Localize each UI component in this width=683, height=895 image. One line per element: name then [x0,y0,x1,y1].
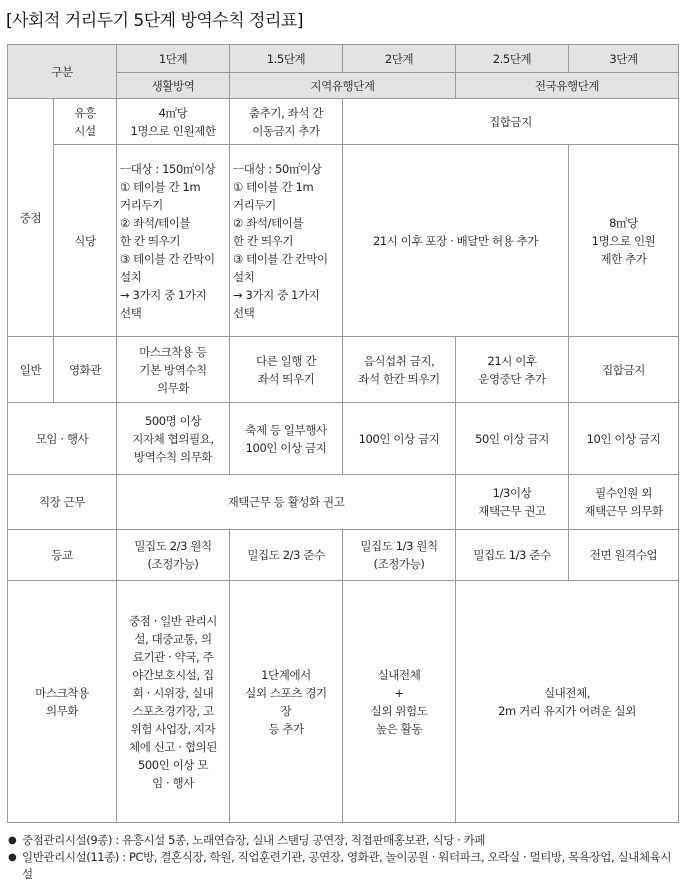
school-level-1-5: 밀집도 2/3 준수 [230,530,343,581]
cinema-level-2-5: 21시 이후 운영중단 추가 [456,337,569,403]
cinema-level-1-5: 다른 일행 간 좌석 띄우기 [230,337,343,403]
row-label-entertainment: 유흥 시설 [54,99,117,145]
row-label-work: 직장 근무 [8,475,117,530]
gathering-level-3: 10인 이상 금지 [569,403,679,475]
table-row [8,530,679,581]
footnote-text: : 유흥시설 5종, 노래연습장, 실내 스탠딩 공연장, 직접판매홍보관, 식당 · 카페 [112,833,486,847]
page-title: [사회적 거리두기 5단계 방역수칙 정리표] [6,11,303,31]
gathering-level-1: 500명 이상 지자체 협의필요, 방역수칙 의무화 [117,403,230,475]
work-level-2-5: 1/3이상 재택근무 권고 [456,475,569,530]
header-category: 구분 [8,45,117,99]
header-level-1: 1단계 [117,45,230,73]
row-label-gathering: 모임 · 행사 [8,403,117,475]
table-row [8,337,679,403]
work-level-3: 필수인원 외 재택근무 의무화 [569,475,679,530]
footnote-text: : PC방, 결혼식장, 학원, 직업훈련기관, 공연장, 영화관, 놀이공원 · 워터파크, 오락실 · 멀티방, 목욕장업, 실내체육시설 [22,850,672,881]
group-label-jungjeom: 중점 [8,99,54,337]
entertainment-level-1: 4㎡당 1명으로 인원제한 [117,99,230,145]
footnotes [8,832,676,883]
gathering-level-2: 100인 이상 금지 [343,403,456,475]
cinema-level-2: 음식섭취 금지, 좌석 한칸 띄우기 [343,337,456,403]
bullet-icon: ● [8,835,17,846]
footnote-item [8,849,676,883]
mask-level-1-5: 1단계에서 실외 스포츠 경기 장 등 추가 [230,581,343,823]
gathering-level-2-5: 50인 이상 금지 [456,403,569,475]
footnote-label: 중점관리시설(9종) [22,833,113,847]
header-level-1-5: 1.5단계 [230,45,343,73]
group-label-ilban: 일반 [8,337,54,403]
bullet-icon: ● [8,852,17,863]
row-label-restaurant: 식당 [54,145,117,337]
school-level-3: 전면 원격수업 [569,530,679,581]
restaurant-level-3: 8㎡당 1명으로 인원 제한 추가 [569,145,679,337]
header-level-3: 3단계 [569,45,679,73]
work-level-1-2: 재택근무 등 활성화 권고 [117,475,456,530]
phase-regional: 지역유행단계 [230,73,456,99]
table-row [8,403,679,475]
row-label-school: 등교 [8,530,117,581]
phase-nationwide: 전국유행단계 [456,73,679,99]
restaurant-level-1: ㅡ대상 : 150㎡이상 ① 테이블 간 1m 거리두기 ② 좌석/테이블 한 칸 띄우기 ③ 테이블 간 칸막이 설치 → 3가지 중 1가지 선택 [117,145,230,337]
row-label-cinema: 영화관 [54,337,117,403]
table-row [8,145,679,337]
footnote-item [8,832,676,849]
entertainment-level-2-3: 집합금지 [343,99,679,145]
school-level-2-5: 밀집도 1/3 준수 [456,530,569,581]
school-level-1: 밀집도 2/3 원칙 (조정가능) [117,530,230,581]
header-level-2: 2단계 [343,45,456,73]
footnote-label: 일반관리시설(11종) [22,850,119,864]
gathering-level-1-5: 축제 등 일부행사 100인 이상 금지 [230,403,343,475]
phase-daily-prevention: 생활방역 [117,73,230,99]
school-level-2: 밀집도 1/3 원칙 (조정가능) [343,530,456,581]
table-row [8,581,679,823]
header-level-2-5: 2.5단계 [456,45,569,73]
cinema-level-3: 집합금지 [569,337,679,403]
distancing-rules-table [7,44,679,823]
table-row [8,99,679,145]
cinema-level-1: 마스크착용 등 기본 방역수칙 의무화 [117,337,230,403]
restaurant-level-1-5: ㅡ대상 : 50㎡이상 ① 테이블 간 1m 거리두기 ② 좌석/테이블 한 칸 띄우기 ③ 테이블 간 칸막이 설치 → 3가지 중 1가지 선택 [230,145,343,337]
table-row [8,475,679,530]
mask-level-2: 실내전체 + 실외 위험도 높은 활동 [343,581,456,823]
restaurant-level-2-2-5: 21시 이후 포장 · 배달만 허용 추가 [343,145,569,337]
mask-level-2-5-3: 실내전체, 2m 거리 유지가 어려운 실외 [456,581,679,823]
entertainment-level-1-5: 춤추기, 좌석 간 이동금지 추가 [230,99,343,145]
row-label-mask: 마스크착용 의무화 [8,581,117,823]
mask-level-1: 중점 · 일반 관리시 설, 대중교통, 의 료기관 · 약국, 주 야간보호시설, 집 회 · 시위장, 실내 스포츠경기장, 고 위험 사업장, 지자 체에 신고 · 협의된 500인 이상 모 임 · 행사 [117,581,230,823]
